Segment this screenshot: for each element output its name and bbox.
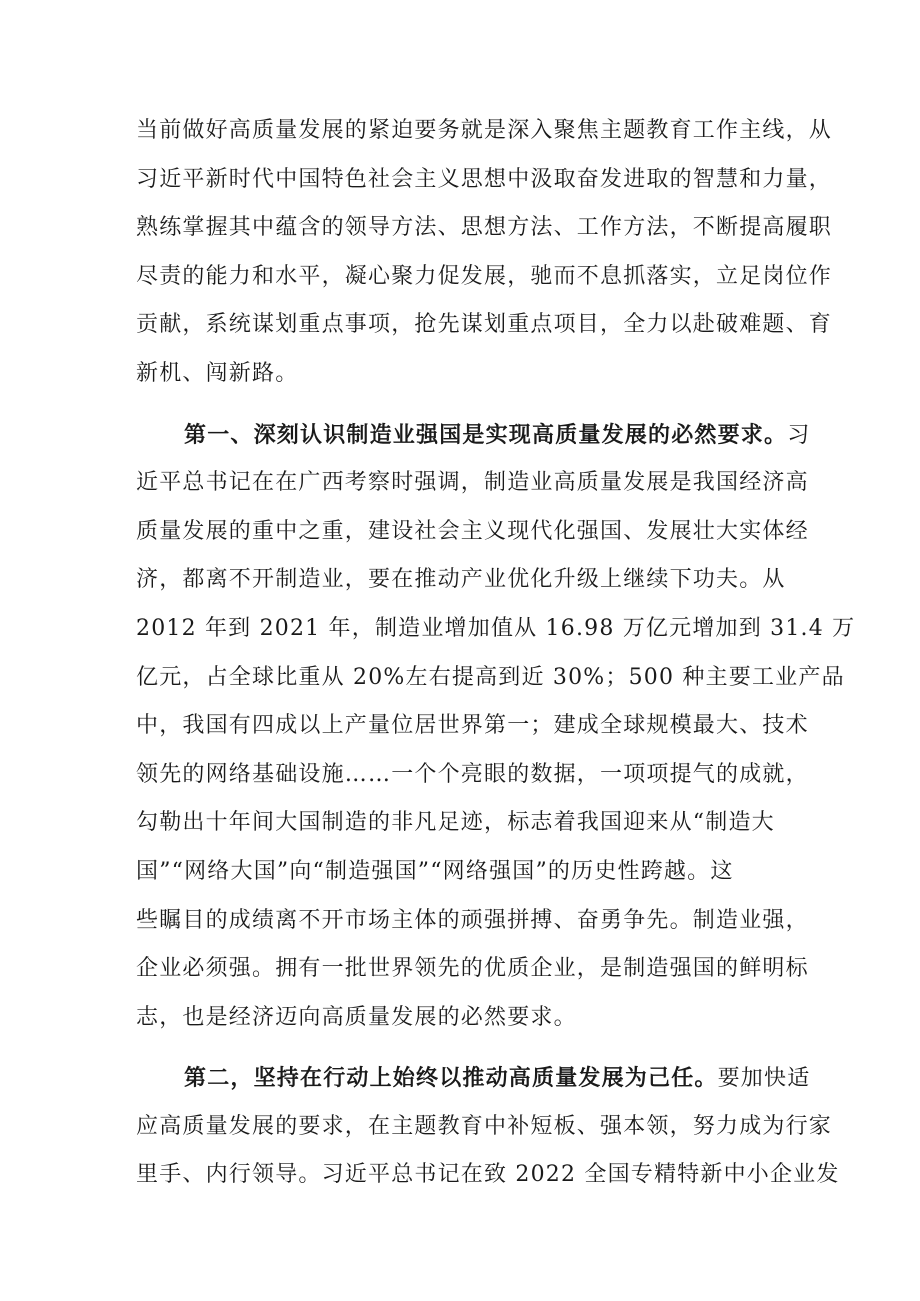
section-second-heading-tail: 要加快适	[717, 1066, 811, 1092]
text-line: 应高质量发展的要求，在主题教育中补短板、强本领，努力成为行家	[136, 1113, 833, 1139]
paragraph-gap	[136, 399, 776, 411]
text-line: 习近平新时代中国特色社会主义思想中汲取奋发进取的智慧和力量，	[136, 166, 833, 192]
text-line: 国”“网络大国”向“制造强国”“网络强国”的历史性跨越。这	[136, 858, 734, 884]
text-line: 领先的网络基础设施……一个个亮眼的数据，一项项提气的成就，	[136, 761, 809, 787]
text-line: 亿元，占全球比重从 20%左右提高到近 30%；500 种主要工业产品	[136, 664, 845, 690]
text-line: 中，我国有四成以上产量位居世界第一；建成全球规模最大、技术	[136, 713, 809, 739]
document-body	[136, 107, 856, 1200]
paragraph-gap	[136, 1042, 776, 1054]
text-line: 近平总书记在在广西考察时强调，制造业高质量发展是我国经济高	[136, 470, 809, 496]
section-first-heading-tail: 习	[787, 422, 811, 448]
section-second-opening-line	[136, 1054, 811, 1103]
section-second-paragraph	[136, 1054, 840, 1200]
text-line: 济，都离不开制造业，要在推动产业优化升级上继续下功夫。从	[136, 567, 786, 593]
text-line: 质量发展的重中之重，建设社会主义现代化强国、发展壮大实体经	[136, 518, 809, 544]
text-line: 贡献，系统谋划重点事项，抢先谋划重点项目，全力以赴破难题、育	[136, 312, 833, 338]
text-line: 勾勒出十年间大国制造的非凡足迹，标志着我国迎来从“制造大	[136, 810, 775, 836]
text-line: 熟练掌握其中蕴含的领导方法、思想方法、工作方法，不断提高履职	[136, 215, 833, 241]
section-second-heading: 第二，坚持在行动上始终以推动高质量发展为己任。	[184, 1065, 718, 1092]
text-line: 当前做好高质量发展的紧迫要务就是深入聚焦主题教育工作主线，从	[136, 118, 833, 143]
text-line: 里手、内行领导。习近平总书记在致 2022 全国专精特新中小企业发	[136, 1162, 840, 1188]
text-line: 尽责的能力和水平，凝心聚力促发展，驰而不息抓落实，立足岗位作	[136, 263, 833, 289]
section-first-heading: 第一、深刻认识制造业强国是实现高质量发展的必然要求。	[184, 421, 788, 448]
text-line: 志，也是经济迈向高质量发展的必然要求。	[136, 1004, 577, 1030]
section-first-paragraph	[136, 411, 856, 1043]
text-line: 新机、闯新路。	[136, 360, 299, 386]
text-line: 企业必须强。拥有一批世界领先的优质企业，是制造强国的鲜明标	[136, 956, 809, 982]
text-line: 2012 年到 2021 年，制造业增加值从 16.98 万亿元增加到 31.4 万	[136, 615, 856, 641]
section-first-opening-line	[136, 411, 811, 460]
text-line: 些瞩目的成绩离不开市场主体的顽强拼搏、奋勇争先。制造业强，	[136, 907, 809, 933]
intro-paragraph	[136, 107, 833, 399]
